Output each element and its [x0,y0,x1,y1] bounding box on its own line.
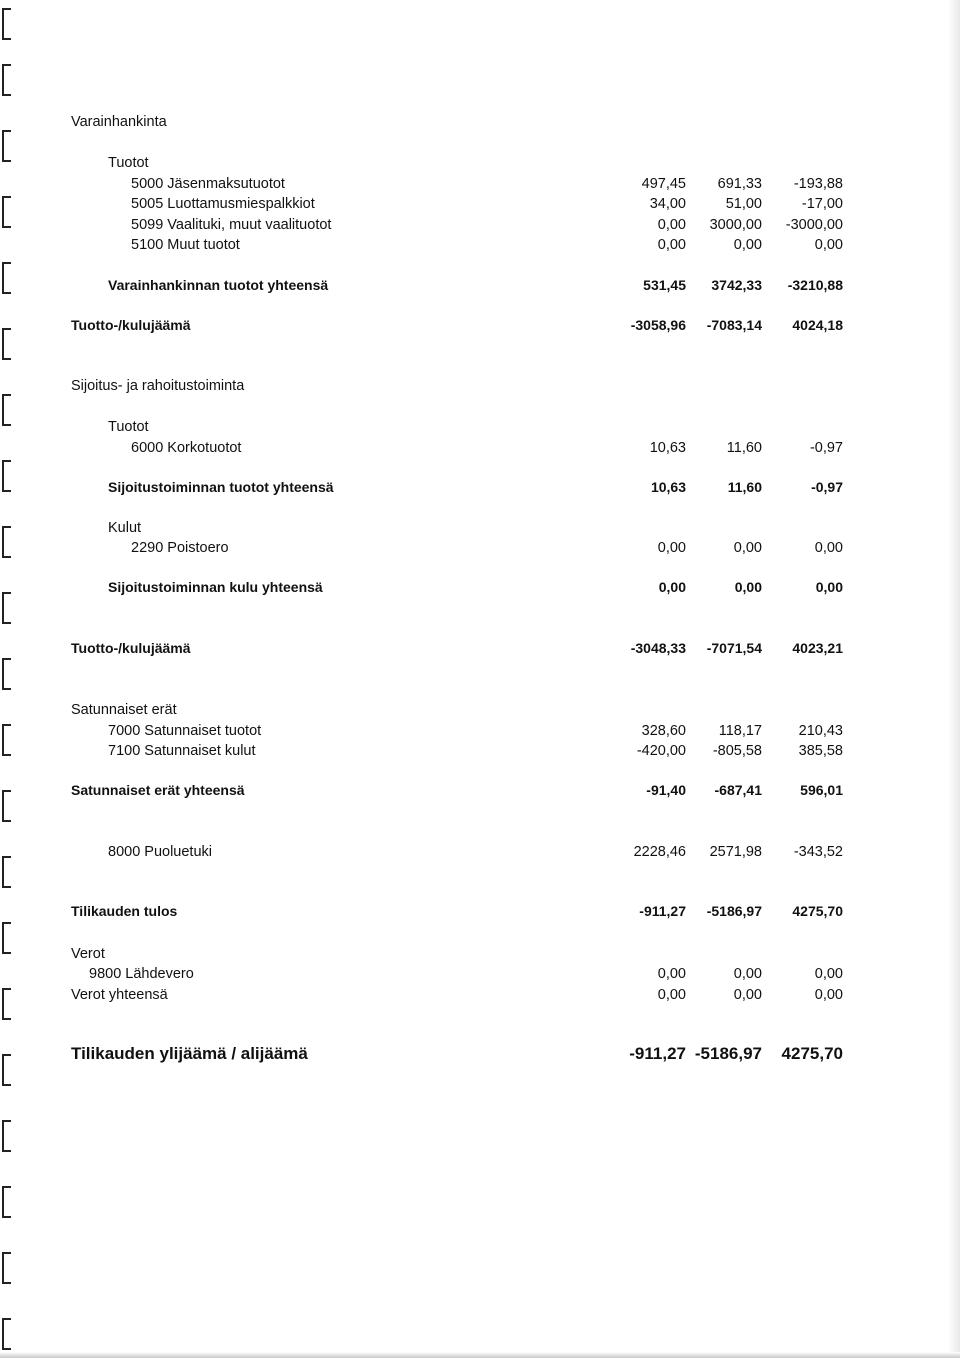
row-label: Tilikauden ylijäämä / alijäämä [71,1044,308,1063]
page-edge-shadow [0,1352,960,1358]
row-label: Sijoitustoiminnan kulu yhteensä [108,579,323,595]
value-cell: 0,00 [657,237,686,253]
binding-mark [2,724,11,756]
value-cell: 0,00 [814,540,843,556]
section-heading: Varainhankinta [71,114,167,130]
value-cell: 2571,98 [709,844,762,860]
value-cell: 3742,33 [711,277,762,293]
value-cell: -805,58 [712,743,762,759]
value-cell: -3058,96 [630,317,686,333]
value-cell: 691,33 [717,176,762,192]
binding-mark [2,1318,11,1350]
row-label: Sijoitustoiminnan tuotot yhteensä [108,479,334,495]
value-cell: -17,00 [801,196,843,212]
value-cell: 11,60 [727,479,762,495]
value-cell: 34,00 [649,196,686,212]
value-cell: -420,00 [636,743,686,759]
row-label: Satunnaiset erät yhteensä [71,782,245,798]
row-label: 5000 Jäsenmaksutuotot [131,176,285,192]
value-cell: 0,00 [814,987,843,1003]
value-cell: 0,00 [734,579,762,595]
group-heading: Tuotot [108,419,149,435]
value-cell: -911,27 [629,1044,686,1063]
binding-mark [2,328,11,360]
section-heading: Verot [71,946,105,962]
value-cell: 0,00 [733,966,762,982]
value-cell: -91,40 [646,782,686,798]
row-label: Tuotto-/kulujäämä [71,317,191,333]
page-edge-shadow [948,0,960,1358]
section-heading: Sijoitus- ja rahoitustoiminta [71,378,245,394]
row-label: Tilikauden tulos [71,903,178,919]
value-cell: 0,00 [657,966,686,982]
row-label: 7000 Satunnaiset tuotot [108,723,262,739]
value-cell: 0,00 [657,540,686,556]
value-cell: 3000,00 [709,217,762,233]
value-cell: 0,00 [815,579,843,595]
group-heading: Tuotot [108,155,149,171]
value-cell: 10,63 [650,479,686,495]
value-cell: 596,01 [800,782,843,798]
binding-mark [2,394,11,426]
value-cell: 0,00 [657,987,686,1003]
binding-mark [2,790,11,822]
value-cell: 328,60 [641,723,686,739]
binding-mark [2,658,11,690]
binding-mark [2,64,11,96]
value-cell: 497,45 [641,176,686,192]
value-cell: -0,97 [811,479,843,495]
value-cell: 0,00 [814,966,843,982]
binding-mark [2,8,11,40]
value-cell: -3210,88 [787,277,843,293]
value-cell: 0,00 [733,540,762,556]
row-label: Tuotto-/kulujäämä [71,640,191,656]
value-cell: -7083,14 [706,317,762,333]
value-cell: -3048,33 [630,640,686,656]
binding-mark [2,526,11,558]
binding-mark [2,196,11,228]
group-heading: Kulut [108,520,142,536]
binding-mark [2,460,11,492]
value-cell: -343,52 [793,844,843,860]
row-label: 5005 Luottamusmiespalkkiot [131,196,315,212]
row-label: 5099 Vaalituki, muut vaalituotot [131,217,332,233]
value-cell: -687,41 [714,782,762,798]
value-cell: 0,00 [733,987,762,1003]
value-cell: 2228,46 [633,844,686,860]
value-cell: 11,60 [726,440,762,456]
binding-mark [2,1120,11,1152]
value-cell: 0,00 [733,237,762,253]
value-cell: -7071,54 [706,640,762,656]
row-label: 8000 Puoluetuki [108,844,212,860]
value-cell: 4275,70 [781,1044,843,1063]
row-label: Verot yhteensä [71,987,168,1003]
value-cell: -5186,97 [706,903,762,919]
binding-mark [2,1252,11,1284]
value-cell: -193,88 [793,176,843,192]
value-cell: 51,00 [725,196,762,212]
value-cell: 118,17 [718,723,762,739]
row-label: 2290 Poistoero [131,540,229,556]
row-label: 6000 Korkotuotot [131,440,242,456]
row-label: 7100 Satunnaiset kulut [108,743,256,759]
value-cell: 0,00 [657,217,686,233]
value-cell: 0,00 [658,579,686,595]
section-heading: Satunnaiset erät [71,702,177,718]
value-cell: 385,58 [798,743,843,759]
binding-mark [2,1186,11,1218]
value-cell: 4023,21 [792,640,843,656]
binding-mark [2,592,11,624]
binding-mark [2,1054,11,1086]
value-cell: 0,00 [814,237,843,253]
value-cell: -3000,00 [785,217,843,233]
binding-mark [2,130,11,162]
row-label: 9800 Lähdevero [89,966,194,982]
binding-mark [2,856,11,888]
row-label: 5100 Muut tuotot [131,237,240,253]
value-cell: 4275,70 [792,903,843,919]
value-cell: -911,27 [639,903,686,919]
binding-mark [2,262,11,294]
value-cell: 210,43 [798,723,843,739]
value-cell: 4024,18 [792,317,843,333]
value-cell: -0,97 [809,440,843,456]
row-label: Varainhankinnan tuotot yhteensä [108,277,329,293]
binding-mark [2,922,11,954]
value-cell: -5186,97 [694,1044,762,1063]
value-cell: 531,45 [643,277,686,293]
value-cell: 10,63 [649,440,686,456]
binding-mark [2,988,11,1020]
